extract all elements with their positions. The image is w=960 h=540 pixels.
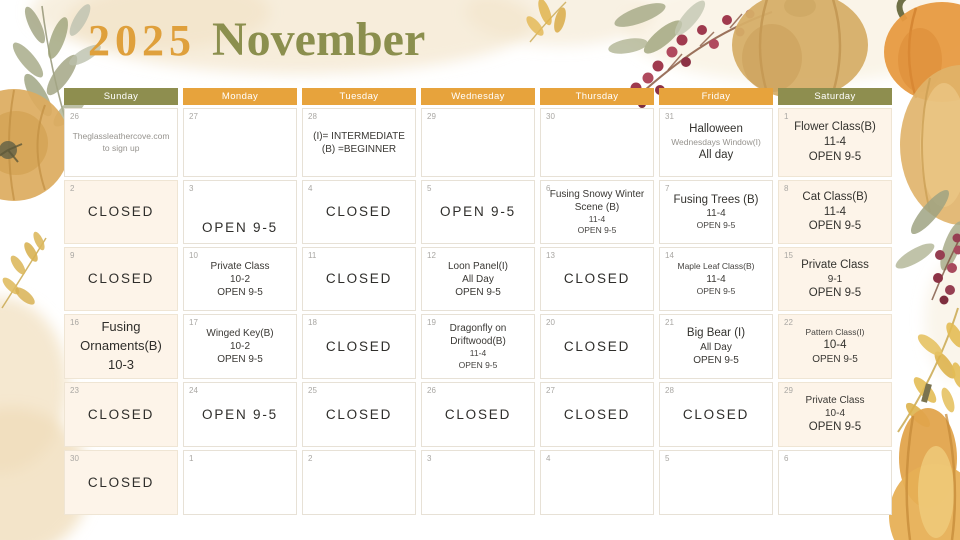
calendar-cell-1 — [778, 108, 892, 177]
cell-entry — [65, 383, 177, 446]
cell-entry-line: 10-2 — [229, 273, 250, 285]
cell-entry-line: OPEN 9-5 — [217, 286, 263, 298]
calendar-cell-4 — [540, 450, 654, 515]
day-header-saturday: Saturday — [778, 88, 892, 105]
date-number: 12 — [427, 251, 436, 260]
cell-entry — [660, 181, 772, 243]
cell-entry-line: OPEN 9-5 — [455, 286, 501, 298]
calendar-cell-20 — [540, 314, 654, 379]
calendar-cell-8 — [778, 180, 892, 244]
cell-entry — [422, 315, 534, 378]
date-number: 30 — [70, 454, 79, 463]
calendar-cell-15 — [778, 247, 892, 311]
cell-entry — [184, 248, 296, 310]
cell-entry — [65, 181, 177, 243]
cell-entry — [303, 181, 415, 243]
calendar-cell-27 — [183, 108, 297, 177]
date-number: 28 — [308, 112, 317, 121]
cell-entry — [660, 315, 772, 378]
cell-entry-line: OPEN 9-5 — [202, 406, 278, 422]
date-number: 1 — [189, 454, 194, 463]
calendar-cell-18 — [302, 314, 416, 379]
date-number: 21 — [665, 318, 674, 327]
date-number: 3 — [427, 454, 432, 463]
calendar-cell-14 — [659, 247, 773, 311]
date-number: 22 — [784, 318, 793, 327]
calendar-cell-2 — [64, 180, 178, 244]
cell-entry — [422, 383, 534, 446]
title-month: November — [212, 13, 426, 66]
calendar-cell-23 — [64, 382, 178, 447]
date-number: 4 — [308, 184, 313, 193]
date-number: 20 — [546, 318, 555, 327]
date-number: 4 — [546, 454, 551, 463]
title-year: 2025 — [88, 16, 196, 65]
cell-entry — [303, 315, 415, 378]
cell-entry-line: 11-4 — [706, 273, 726, 285]
date-number: 6 — [546, 184, 551, 193]
cell-entry-line: OPEN 9-5 — [696, 220, 736, 231]
cell-entry-line: Fusing Trees (B) — [673, 193, 759, 206]
cell-entry-line: CLOSED — [325, 338, 393, 354]
cell-entry — [541, 181, 653, 243]
cell-entry-line: to sign up — [102, 142, 140, 153]
cell-entry — [422, 181, 534, 243]
cell-entry-line: OPEN 9-5 — [808, 220, 862, 233]
cell-entry — [65, 109, 177, 176]
cell-entry-line: OPEN 9-5 — [577, 225, 617, 235]
cell-entry — [779, 248, 891, 310]
calendar-cell-16 — [64, 314, 178, 379]
cell-entry-line: Theglassleathercove.com — [72, 131, 170, 142]
gold-leaf-sprig-icon — [0, 230, 47, 308]
date-number: 8 — [784, 184, 789, 193]
date-number: 2 — [70, 184, 75, 193]
cell-entry — [541, 248, 653, 310]
date-number: 19 — [427, 318, 436, 327]
cell-entry-line: All Day — [462, 273, 494, 285]
date-number: 24 — [189, 386, 198, 395]
cell-entry — [65, 451, 177, 514]
date-number: 3 — [189, 184, 194, 193]
date-number: 1 — [784, 112, 789, 121]
cell-entry-line: OPEN 9-5 — [458, 359, 498, 370]
cell-entry-line: CLOSED — [563, 338, 631, 354]
cell-entry-line: CLOSED — [87, 474, 155, 490]
date-number: 26 — [427, 386, 436, 395]
date-number: 18 — [308, 318, 317, 327]
date-number: 26 — [70, 112, 79, 121]
cell-entry — [184, 383, 296, 446]
cell-entry-line: 9-1 — [827, 273, 843, 285]
calendar-cell-28 — [302, 108, 416, 177]
cell-entry-line: 10-4 — [824, 408, 845, 420]
calendar-cell-24 — [183, 382, 297, 447]
calendar-cell-5 — [659, 450, 773, 515]
cell-entry-line: Fusing Snowy Winter — [549, 188, 645, 200]
date-number: 16 — [70, 318, 79, 327]
cell-entry-line: CLOSED — [87, 204, 155, 220]
cell-entry — [660, 248, 772, 310]
cell-entry — [184, 181, 296, 243]
cell-entry-line: CLOSED — [682, 406, 750, 422]
cell-entry-line: 10-2 — [229, 341, 250, 352]
cell-entry — [184, 315, 296, 378]
cell-entry-line: 11-4 — [823, 205, 847, 218]
cell-entry — [303, 109, 415, 176]
date-number: 5 — [665, 454, 670, 463]
day-header-wednesday: Wednesday — [421, 88, 535, 105]
tan-pumpkin-icon — [732, 0, 868, 99]
cell-entry-line: CLOSED — [563, 271, 631, 287]
date-number: 29 — [784, 386, 793, 395]
calendar-cell-7 — [659, 180, 773, 244]
date-number: 9 — [70, 251, 75, 260]
cell-entry-line: CLOSED — [87, 271, 155, 287]
calendar-cell-11 — [302, 247, 416, 311]
date-number: 2 — [308, 454, 313, 463]
cell-entry-line: Private Class — [210, 260, 270, 272]
cell-entry-line: Loon Panel(I) — [447, 260, 509, 272]
cell-entry-line: All Day — [700, 341, 732, 353]
cell-entry — [779, 109, 891, 176]
calendar-cell-2 — [302, 450, 416, 515]
calendar-cell-25 — [302, 382, 416, 447]
calendar-cell-21 — [659, 314, 773, 379]
cell-entry-line: Pattern Class(I) — [805, 327, 865, 337]
day-header-monday: Monday — [183, 88, 297, 105]
cell-entry-line: Dragonfly on — [449, 323, 507, 335]
cell-entry-line: Private Class — [801, 258, 869, 271]
cell-entry-line: OPEN 9-5 — [808, 286, 862, 299]
calendar-cell-30 — [64, 450, 178, 515]
cell-entry — [779, 181, 891, 243]
cell-entry-line: CLOSED — [563, 406, 631, 422]
cell-entry-line: CLOSED — [325, 406, 393, 422]
cell-entry-line: OPEN 9-5 — [440, 204, 516, 220]
cell-entry-line: Ornaments(B) — [80, 338, 162, 354]
cell-entry-line: Big Bear (I) — [686, 327, 746, 340]
date-number: 23 — [70, 386, 79, 395]
calendar-cell-31 — [659, 108, 773, 177]
calendar-cell-17 — [183, 314, 297, 379]
cell-entry-line: OPEN 9-5 — [812, 353, 858, 365]
cell-entry-line: Maple Leaf Class(B) — [677, 261, 755, 272]
calendar-grid — [64, 88, 892, 515]
cell-entry — [779, 315, 891, 378]
calendar-cell-10 — [183, 247, 297, 311]
cell-entry-line: 11-4 — [469, 348, 487, 359]
cell-entry — [422, 248, 534, 310]
cell-entry-line: Scene (B) — [574, 201, 620, 213]
calendar-cell-30 — [540, 108, 654, 177]
calendar-cell-5 — [421, 180, 535, 244]
cell-entry-line: OPEN 9-5 — [693, 354, 739, 366]
cell-entry-line: 11-4 — [823, 136, 847, 149]
calendar-cell-3 — [183, 180, 297, 244]
date-number: 28 — [665, 386, 674, 395]
calendar-cell-26 — [421, 382, 535, 447]
cell-entry-line: OPEN 9-5 — [202, 220, 278, 236]
calendar-cell-6 — [540, 180, 654, 244]
cell-entry — [65, 248, 177, 310]
date-number: 14 — [665, 251, 674, 260]
calendar-cell-27 — [540, 382, 654, 447]
date-number: 5 — [427, 184, 432, 193]
day-header-sunday: Sunday — [64, 88, 178, 105]
cell-entry-line: Wednesdays Window(I) — [671, 136, 761, 147]
calendar-title — [88, 12, 425, 67]
calendar-cell-29 — [778, 382, 892, 447]
date-number: 10 — [189, 251, 198, 260]
date-number: 27 — [546, 386, 555, 395]
cell-entry-line: Fusing — [101, 319, 141, 335]
cell-entry — [779, 383, 891, 446]
cell-entry-line: (B) =BEGINNER — [321, 143, 397, 155]
cell-entry-line: (I)= INTERMEDIATE — [313, 130, 405, 142]
golden-pumpkin-icon — [0, 89, 70, 201]
cell-entry-line: Winged Key(B) — [206, 328, 274, 339]
date-number: 31 — [665, 112, 674, 121]
date-number: 25 — [308, 386, 317, 395]
date-number: 15 — [784, 251, 793, 260]
cell-entry-line: Cat Class(B) — [802, 190, 868, 203]
calendar-cell-3 — [421, 450, 535, 515]
cell-entry — [541, 315, 653, 378]
cell-entry — [303, 383, 415, 446]
cell-entry-line: OPEN 9-5 — [696, 285, 736, 296]
date-number: 17 — [189, 318, 198, 327]
calendar-cell-1 — [183, 450, 297, 515]
calendar-cell-28 — [659, 382, 773, 447]
cell-entry-line: Halloween — [689, 123, 743, 136]
cell-entry-line: CLOSED — [325, 271, 393, 287]
calendar-cell-13 — [540, 247, 654, 311]
cell-entry-line: Flower Class(B) — [794, 121, 876, 134]
day-header-tuesday: Tuesday — [302, 88, 416, 105]
cell-entry-line: All day — [698, 149, 734, 162]
cell-entry-line: OPEN 9-5 — [808, 421, 862, 434]
cell-entry-line: OPEN 9-5 — [217, 354, 263, 365]
cell-entry — [541, 383, 653, 446]
cell-entry-line: CLOSED — [87, 406, 155, 422]
calendar-cell-26 — [64, 108, 178, 177]
cell-entry — [660, 383, 772, 446]
cell-entry-line: Private Class — [805, 395, 865, 407]
calendar-cell-6 — [778, 450, 892, 515]
cell-entry-line: 10-4 — [823, 339, 847, 352]
cell-entry — [65, 315, 177, 378]
calendar-cell-19 — [421, 314, 535, 379]
cell-entry-line: CLOSED — [325, 204, 393, 220]
date-number: 6 — [784, 454, 789, 463]
day-header-thursday: Thursday — [540, 88, 654, 105]
date-number: 11 — [308, 251, 317, 260]
calendar-cell-22 — [778, 314, 892, 379]
date-number: 7 — [665, 184, 670, 193]
cell-entry-line: CLOSED — [444, 406, 512, 422]
cell-entry — [660, 109, 772, 176]
cell-entry — [303, 248, 415, 310]
calendar-cell-29 — [421, 108, 535, 177]
cell-entry-line: OPEN 9-5 — [808, 150, 862, 163]
cell-entry-line: 11-4 — [706, 208, 726, 220]
date-number: 27 — [189, 112, 198, 121]
cell-entry-line: 10-3 — [107, 356, 135, 372]
calendar-cell-9 — [64, 247, 178, 311]
calendar-cell-4 — [302, 180, 416, 244]
calendar-cell-12 — [421, 247, 535, 311]
date-number: 29 — [427, 112, 436, 121]
date-number: 13 — [546, 251, 555, 260]
date-number: 30 — [546, 112, 555, 121]
day-header-friday: Friday — [659, 88, 773, 105]
cell-entry-line: 11-4 — [588, 213, 606, 224]
cell-entry-line: Driftwood(B) — [450, 336, 506, 348]
